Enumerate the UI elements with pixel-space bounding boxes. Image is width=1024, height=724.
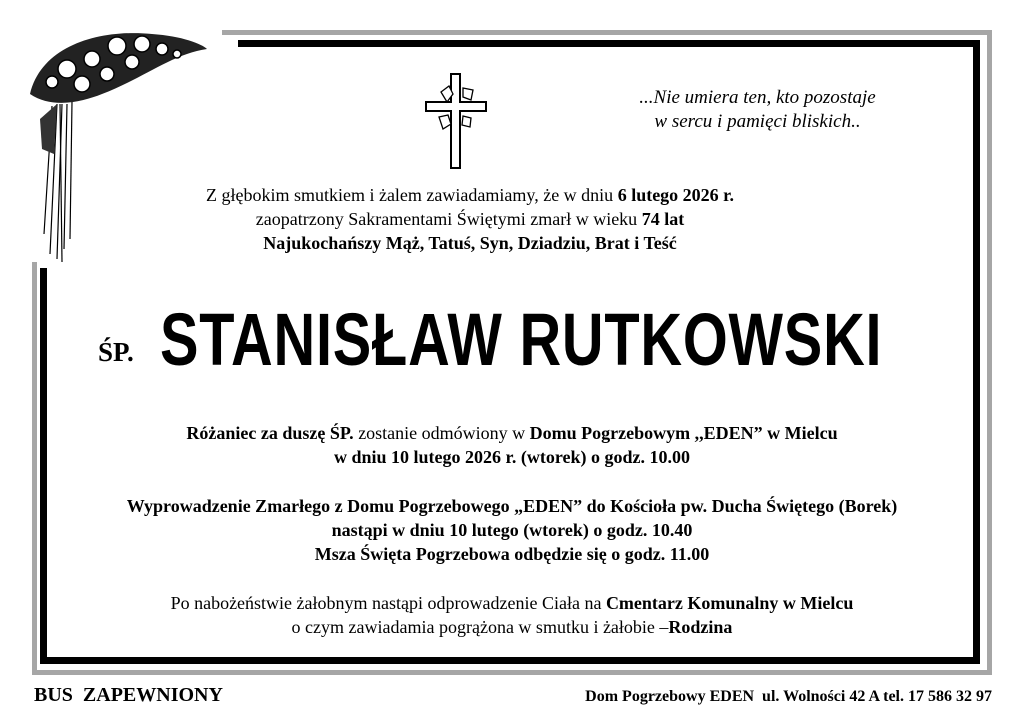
death-announcement [120, 183, 820, 255]
inner-border-bottom [40, 657, 980, 664]
text: Po nabożeństwie żałobnym nastąpi odprowadzenie Ciała na [170, 593, 606, 613]
closing-line-2 [12, 615, 1012, 639]
funeral-line-1: Wyprowadzenie Zmarłego z Domu Pogrzebowego „EDEN” do Kościoła pw. Ducha Świętego (Borek) [126, 496, 898, 516]
bus-notice: BUS ZAPEWNIONY [34, 684, 223, 706]
rosary-info [12, 421, 1012, 469]
text: zaopatrzony Sakramentami Świętymi zmarł w wieku [255, 209, 642, 229]
family: Rodzina [668, 617, 733, 637]
funeral-line-3: Msza Święta Pogrzebowa odbędzie się o godz. 11.00 [314, 544, 710, 564]
quote-line: ...Nie umiera ten, kto pozostaje [639, 87, 876, 108]
rosary-line-2 [12, 445, 1012, 469]
text: Z głębokim smutkiem i żalem zawiadamiamy, że w dniu [205, 185, 618, 205]
inner-border-right [973, 40, 980, 664]
text: o czym zawiadamia pogrążona w smutku i żałobie – [291, 617, 669, 637]
rosary-time: w dniu 10 lutego 2026 r. (wtorek) o godz. 10.00 [333, 447, 690, 467]
deceased-name: STANISŁAW RUTKOWSKI [160, 298, 883, 381]
text: zostanie odmówiony w [353, 423, 530, 443]
outer-border-top [222, 30, 992, 35]
death-date: 6 lutego 2026 r. [617, 185, 735, 205]
funeral-home: Domu Pogrzebowym ,,EDEN” w Mielcu [529, 423, 838, 443]
inner-border-top [238, 40, 980, 47]
funeral-home-contact: Dom Pogrzebowy EDEN ul. Wolności 42 A tel. 17 586 32 97 [585, 688, 992, 705]
announcement-line-2 [120, 207, 820, 231]
age: 74 lat [641, 209, 685, 229]
outer-border-bottom [32, 670, 992, 675]
outer-border-right [987, 30, 992, 675]
announcement-line-1 [120, 183, 820, 207]
text: Różaniec za duszę ŚP. [186, 423, 354, 443]
closing-line-1 [12, 591, 1012, 615]
cross-with-lilies-icon [423, 72, 489, 170]
quote-line: w sercu i pamięci bliskich.. [654, 111, 861, 132]
rosary-line-1 [12, 421, 1012, 445]
closing-info [12, 591, 1012, 639]
funeral-info [12, 494, 1012, 566]
cemetery: Cmentarz Komunalny w Mielcu [605, 593, 854, 613]
funeral-line-2: nastąpi w dniu 10 lutego (wtorek) o godz. 10.40 [331, 520, 693, 540]
memorial-quote [600, 86, 915, 134]
announcement-line-3 [120, 231, 820, 255]
deceased-prefix: ŚP. [98, 337, 134, 367]
family-roles: Najukochańszy Mąż, Tatuś, Syn, Dziadziu, Brat i Teść [263, 233, 677, 253]
